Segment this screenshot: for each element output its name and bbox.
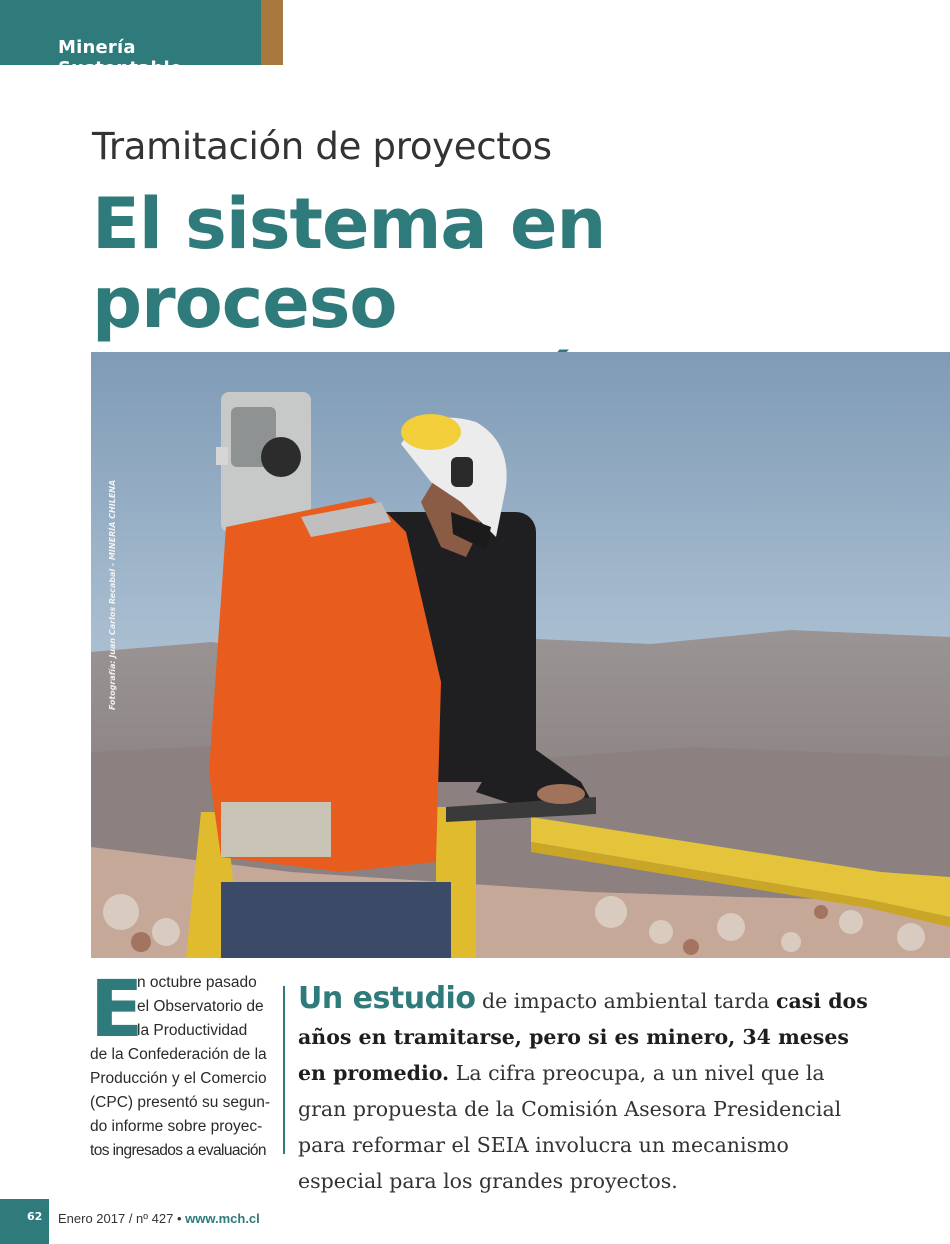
column1-line: n octubre pasado [137, 974, 257, 991]
column1-line: la Productividad [137, 1022, 248, 1039]
column1-line: Producción y el Comercio [90, 1070, 267, 1087]
article-kicker: Tramitación de proyectos [92, 125, 552, 168]
intro-text-2: La cifra preocupa, a un nivel que la gran propuesta de la Comisión Asesora Presidencial para reformar el SEIA involucra un mecanismo especial para los grandes proyectos. [298, 1061, 842, 1193]
section-tab [0, 0, 261, 79]
section-label: Minería Sustentable [58, 37, 183, 79]
page-number-box [0, 1199, 49, 1244]
column1-line: el Observatorio de [137, 998, 264, 1015]
intro-emphasis: casi dos años en tramitarse, pero si es minero, 34 meses en promedio. [298, 989, 868, 1085]
footer-url-link[interactable]: www.mch.cl [185, 1211, 260, 1226]
column-divider [283, 986, 285, 1154]
headline-line-1: El sistema en proceso [92, 183, 606, 344]
intro-lead: Un estudio [298, 981, 476, 1016]
column1-line: (CPC) presentó su segun- [90, 1094, 271, 1111]
section-tab-accent [261, 0, 283, 65]
lead-photo [91, 352, 950, 958]
page-number: 62 [27, 1210, 43, 1223]
footer-issue: Enero 2017 / nº 427 • [58, 1211, 186, 1226]
photo-credit: Fotografía: Juan Carlos Recabal - MINERÍA CHILENA [108, 479, 117, 710]
footer-line [58, 1211, 260, 1226]
column1-line: tos ingresados a evaluación [90, 1142, 266, 1159]
drop-cap: E [90, 965, 144, 1055]
column1-line: de la Confederación de la [90, 1046, 267, 1063]
intro-paragraph [298, 981, 878, 1199]
intro-text-1: de impacto ambiental tarda [475, 989, 776, 1013]
column1-line: do informe sobre proyec- [90, 1118, 263, 1135]
